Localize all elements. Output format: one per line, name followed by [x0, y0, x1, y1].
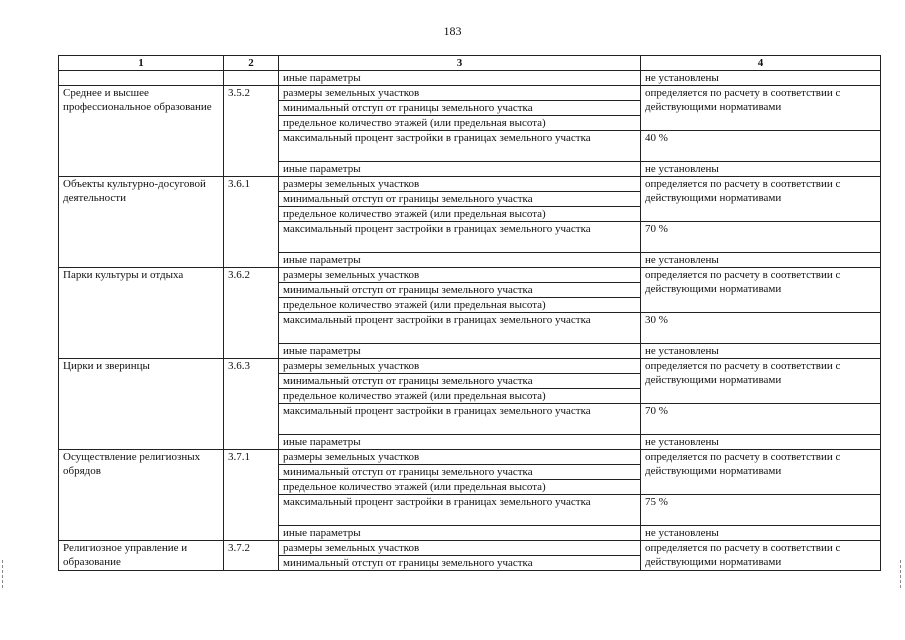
value-cell: не установлены: [641, 344, 881, 359]
value-cell: определяется по расчету в соответствии с действующими нормативами: [641, 359, 881, 404]
use-name-cell: Религиозное управление и образование: [59, 541, 224, 571]
parameter-cell: размеры земельных участков: [279, 177, 641, 192]
parameter-cell: иные параметры: [279, 435, 641, 450]
value-cell: не установлены: [641, 162, 881, 177]
parameter-cell: минимальный отступ от границы земельного участка: [279, 465, 641, 480]
table-row: [59, 541, 881, 556]
value-cell: определяется по расчету в соответствии с действующими нормативами: [641, 541, 881, 571]
use-name-cell: Парки культуры и отдыха: [59, 268, 224, 359]
margin-mark-left: [2, 560, 5, 588]
parameter-cell: предельное количество этажей (или предельная высота): [279, 207, 641, 222]
parameter-cell: размеры земельных участков: [279, 541, 641, 556]
parameter-cell: размеры земельных участков: [279, 268, 641, 283]
column-header-3: 3: [279, 56, 641, 71]
use-name-cell: Осуществление религиозных обрядов: [59, 450, 224, 541]
use-code-cell: 3.6.1: [224, 177, 279, 268]
value-cell: не установлены: [641, 526, 881, 541]
use-name-cell: Среднее и высшее профессиональное образование: [59, 86, 224, 177]
parameter-cell: максимальный процент застройки в границах земельного участка: [279, 131, 641, 162]
parameter-cell: максимальный процент застройки в границах земельного участка: [279, 404, 641, 435]
use-code-cell: 3.5.2: [224, 86, 279, 177]
use-name-cell: Объекты культурно-досуговой деятельности: [59, 177, 224, 268]
value-cell: не установлены: [641, 253, 881, 268]
table-row: [59, 177, 881, 192]
value-cell: определяется по расчету в соответствии с действующими нормативами: [641, 450, 881, 495]
parameter-cell: предельное количество этажей (или предельная высота): [279, 480, 641, 495]
parameter-cell: иные параметры: [279, 344, 641, 359]
parameter-cell: предельное количество этажей (или предельная высота): [279, 116, 641, 131]
parameter-cell: иные параметры: [279, 71, 641, 86]
header-row: [59, 56, 881, 71]
parameter-cell: минимальный отступ от границы земельного участка: [279, 374, 641, 389]
parameter-cell: максимальный процент застройки в границах земельного участка: [279, 313, 641, 344]
parameter-cell: максимальный процент застройки в границах земельного участка: [279, 495, 641, 526]
parameter-cell: предельное количество этажей (или предельная высота): [279, 298, 641, 313]
value-cell: не установлены: [641, 435, 881, 450]
parameter-cell: минимальный отступ от границы земельного участка: [279, 556, 641, 571]
regulation-table: [58, 55, 881, 571]
table-row: [59, 71, 881, 86]
use-code-cell: 3.7.1: [224, 450, 279, 541]
table-row: [59, 359, 881, 374]
column-header-2: 2: [224, 56, 279, 71]
use-code-cell: 3.6.3: [224, 359, 279, 450]
parameter-cell: иные параметры: [279, 526, 641, 541]
use-code-cell: [224, 71, 279, 86]
value-cell: определяется по расчету в соответствии с действующими нормативами: [641, 86, 881, 131]
value-cell: определяется по расчету в соответствии с действующими нормативами: [641, 177, 881, 222]
value-cell: 70 %: [641, 404, 881, 435]
table-row: [59, 268, 881, 283]
parameter-cell: минимальный отступ от границы земельного участка: [279, 192, 641, 207]
margin-mark-right: [900, 560, 903, 588]
table-row: [59, 86, 881, 101]
parameter-cell: минимальный отступ от границы земельного участка: [279, 283, 641, 298]
use-code-cell: 3.6.2: [224, 268, 279, 359]
value-cell: 70 %: [641, 222, 881, 253]
use-code-cell: 3.7.2: [224, 541, 279, 571]
parameter-cell: иные параметры: [279, 162, 641, 177]
table-body: [59, 71, 881, 571]
use-name-cell: Цирки и зверинцы: [59, 359, 224, 450]
value-cell: 30 %: [641, 313, 881, 344]
parameter-cell: максимальный процент застройки в границах земельного участка: [279, 222, 641, 253]
column-header-4: 4: [641, 56, 881, 71]
use-name-cell: [59, 71, 224, 86]
value-cell: 40 %: [641, 131, 881, 162]
table-row: [59, 450, 881, 465]
value-cell: 75 %: [641, 495, 881, 526]
parameter-cell: минимальный отступ от границы земельного участка: [279, 101, 641, 116]
value-cell: не установлены: [641, 71, 881, 86]
page-number: 183: [443, 24, 462, 38]
column-header-1: 1: [59, 56, 224, 71]
parameter-cell: размеры земельных участков: [279, 86, 641, 101]
parameter-cell: предельное количество этажей (или предельная высота): [279, 389, 641, 404]
parameter-cell: размеры земельных участков: [279, 450, 641, 465]
parameter-cell: иные параметры: [279, 253, 641, 268]
value-cell: определяется по расчету в соответствии с действующими нормативами: [641, 268, 881, 313]
parameter-cell: размеры земельных участков: [279, 359, 641, 374]
